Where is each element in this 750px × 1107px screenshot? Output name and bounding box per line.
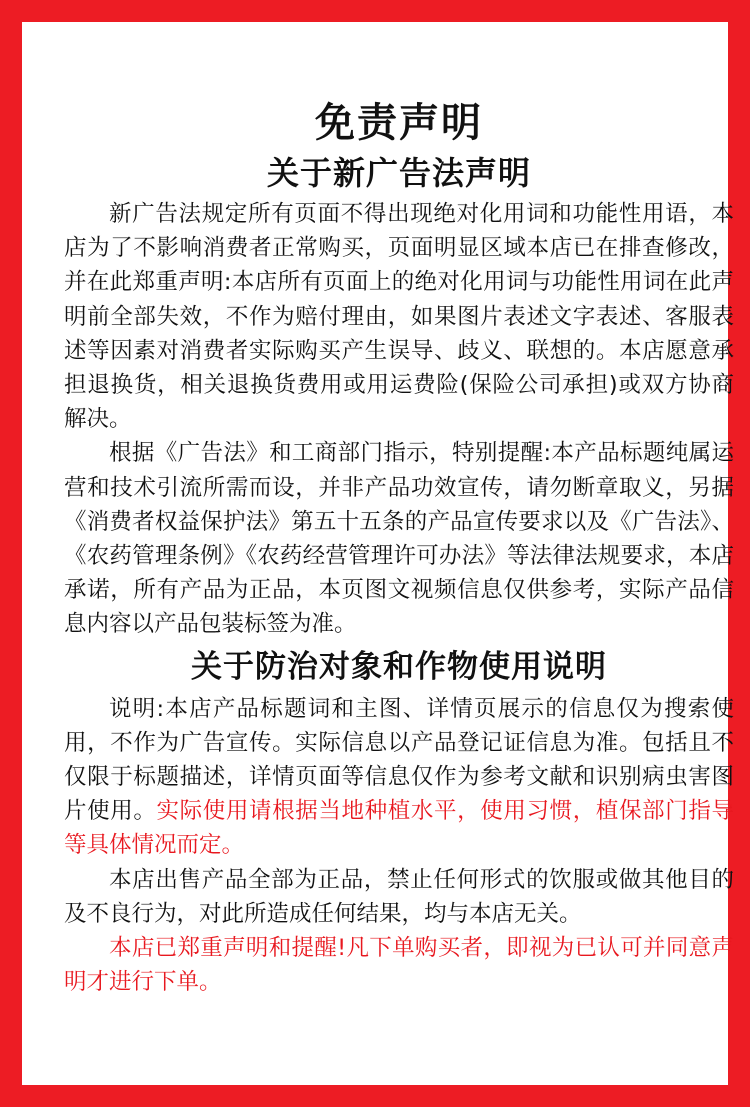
usage-notes-paragraph-2: 本店出售产品全部为正品，禁止任何形式的饮服或做其他目的及不良行为，对此所造成任何结果，均与本店无关。 <box>64 866 734 927</box>
final-notice-paragraph: 本店已郑重声明和提醒!凡下单购买者，即视为已认可并同意声明才进行下单。 <box>64 935 734 996</box>
advertising-law-paragraph-1: 新广告法规定所有页面不得出现绝对化用词和功能性用语，本店为了不影响消费者正常购买，页面明显区域本店已在排查修改，并在此郑重声明:本店所有页面上的绝对化用词与功能性用词在此声明前全部失效，不作为赔付理由，如果图片表述文字表述、客服表述等因素对消费者实际购买产生误导、歧义、联想的。本店愿意承担退换货，相关退换货费用或用运费险(保险公司承担)或双方协商解决。 <box>64 201 734 433</box>
page-title: 免责声明 <box>315 100 483 146</box>
usage-notes-paragraph-1-text: 说明:本店产品标题词和主图、详情页展示的信息仅为搜索使用，不作为广告宣传。实际信息以产品登记证信息为准。包括且不仅限于标题描述，详情页面等信息仅作为参考文献和识别病虫害图片使用。 <box>64 695 734 825</box>
usage-notes-paragraph-1 <box>64 692 734 863</box>
usage-notes-paragraph-1-highlight: 实际使用请根据当地种植水平，使用习惯，植保部门指导等具体情况而定。 <box>64 798 734 859</box>
section-heading-advertising-law: 关于新广告法声明 <box>266 154 531 192</box>
advertising-law-paragraph-2: 根据《广告法》和工商部门指示，特别提醒:本产品标题纯属运营和技术引流所需而设，并非产品功效宣传，请勿断章取义，另据《消费者权益保护法》第五十五条的产品宣传要求以及《广告法》、《农药管理条例》《农药经营管理许可办法》等法律法规要求，本店承诺，所有产品为正品，本页图文视频信息仅供参考，实际产品信息内容以产品包装标签为准。 <box>64 440 734 638</box>
section-heading-usage-notes: 关于防治对象和作物使用说明 <box>191 648 607 685</box>
disclaimer-content <box>64 97 734 999</box>
